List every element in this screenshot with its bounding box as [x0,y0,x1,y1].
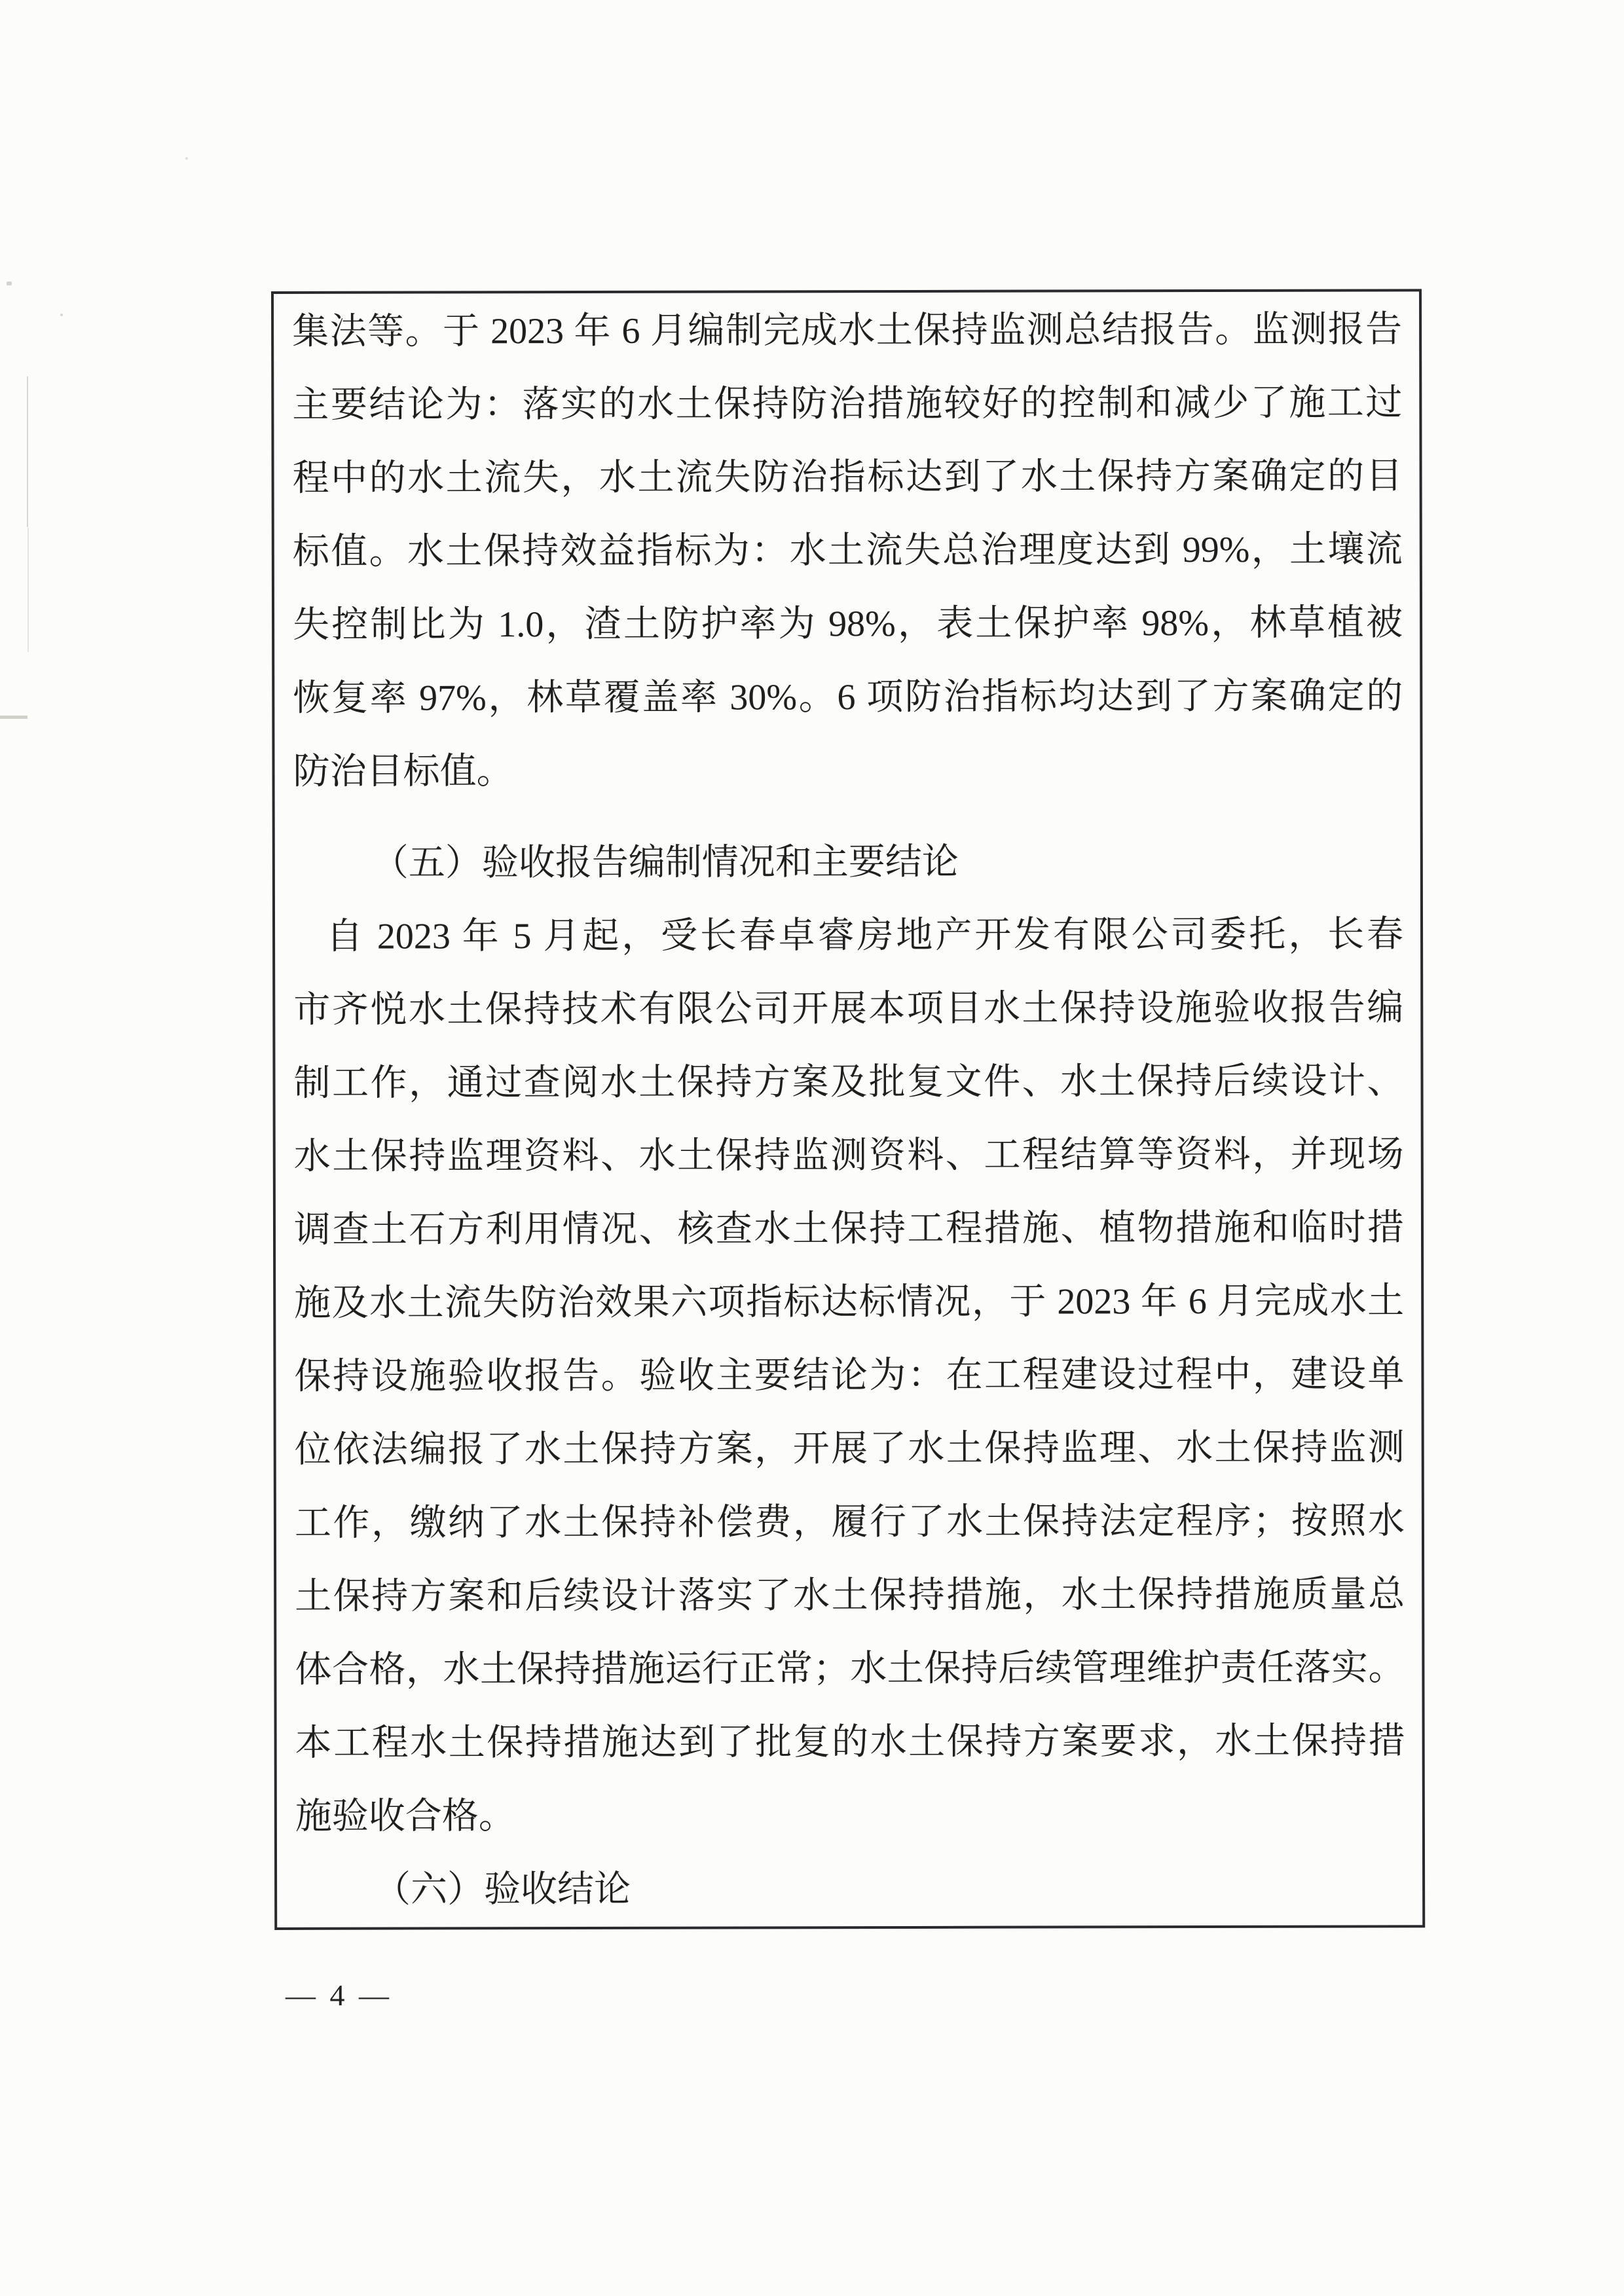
scan-artifact [60,314,63,316]
text-line: 施及水土流失防治效果六项指标达标情况，于 2023 年 6 月完成水土 [294,1281,1405,1324]
text-line: 标值。水土保持效益指标为：水土流失总治理度达到 99%，土壤流 [292,529,1403,572]
scan-artifact [0,716,28,719]
text-line: 市齐悦水土保持技术有限公司开展本项目水土保持设施验收报告编 [293,987,1404,1030]
document-text [292,293,1405,1927]
text-line: 程中的水土流失，水土流失防治指标达到了水土保持方案确定的目 [292,456,1403,499]
text-line: （六）验收结论 [374,1868,631,1910]
text-line: 主要结论为：落实的水土保持防治措施较好的控制和减少了施工过 [292,382,1403,426]
text-line: 位依法编报了水土保持方案，开展了水土保持监理、水土保持监测 [294,1427,1405,1470]
text-line: 水土保持监理资料、水土保持监测资料、工程结算等资料，并现场 [293,1134,1404,1177]
page-number: — 4 — [286,1978,389,2012]
text-line: 土保持方案和后续设计落实了水土保持措施，水土保持措施质量总 [295,1574,1405,1617]
text-line: 调查土石方利用情况、核查水土保持工程措施、植物措施和临时措 [293,1207,1405,1250]
text-line: 施验收合格。 [295,1796,515,1837]
document-border-box [271,289,1425,1930]
text-line: 工作，缴纳了水土保持补偿费，履行了水土保持法定程序；按照水 [294,1501,1405,1544]
text-line: 制工作，通过查阅水土保持方案及批复文件、水土保持后续设计、 [293,1061,1404,1104]
text-line: 失控制比为 1.0，渣土防护率为 98%，表土保护率 98%，林草植被 [293,602,1403,646]
text-line: 恢复率 97%，林草覆盖率 30%。6 项防治指标均达到了方案确定的 [293,676,1403,719]
text-line: 保持设施验收报告。验收主要结论为：在工程建设过程中，建设单 [294,1354,1405,1397]
scan-artifact [28,528,29,652]
text-line: （五）验收报告编制情况和主要结论 [371,841,959,884]
scan-artifact [27,376,28,527]
text-line: 本工程水土保持措施达到了批复的水土保持方案要求，水土保持措 [295,1721,1405,1764]
scan-artifact [185,157,188,160]
text-line: 体合格，水土保持措施运行正常；水土保持后续管理维护责任落实。 [295,1647,1405,1690]
text-line: 防治目标值。 [293,751,513,792]
text-line: 集法等。于 2023 年 6 月编制完成水土保持监测总结报告。监测报告 [292,309,1403,352]
scan-artifact [7,282,12,285]
text-line: 自 2023 年 5 月起，受长春卓睿房地产开发有限公司委托，长春 [325,914,1404,957]
